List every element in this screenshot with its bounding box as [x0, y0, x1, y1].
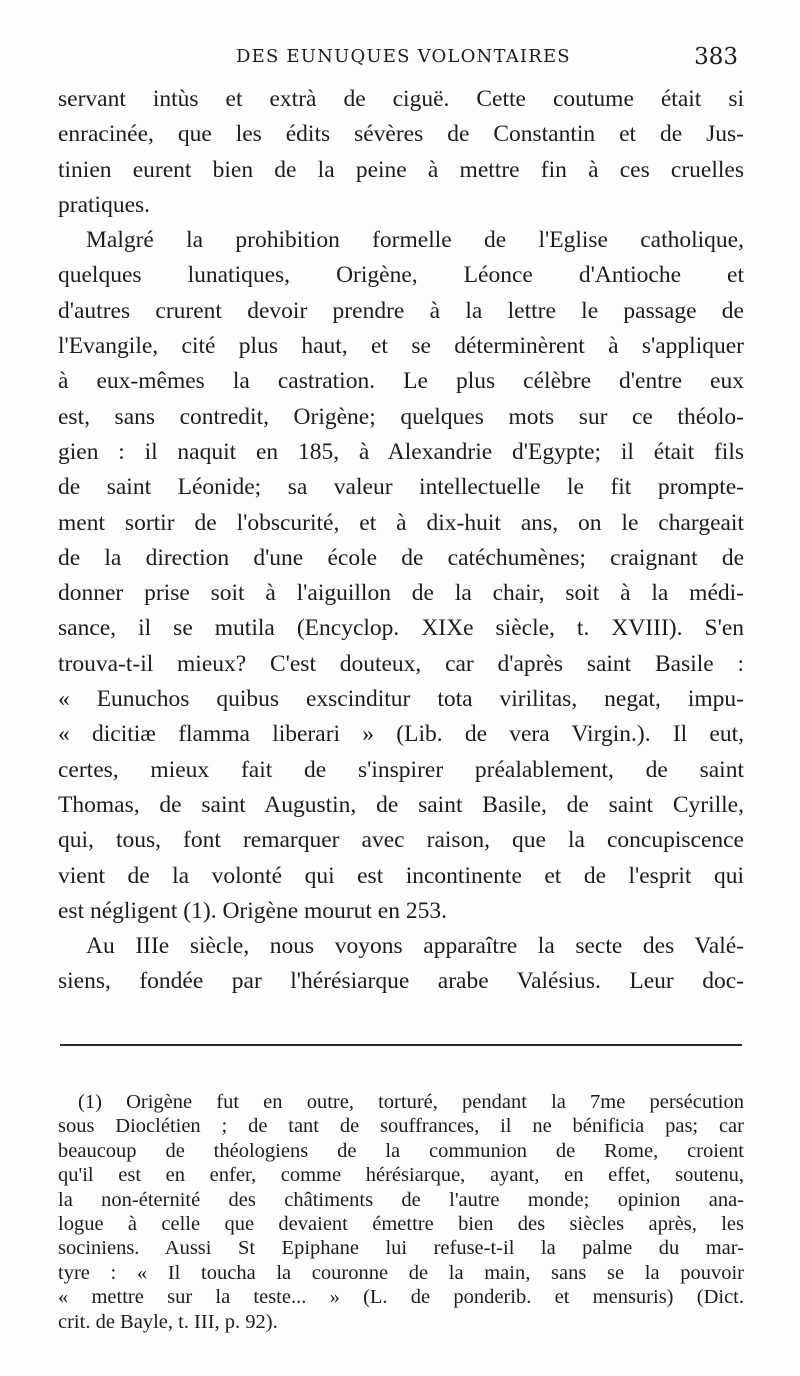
text-line: de la direction d'une école de catéchumènes; craignant de: [58, 544, 744, 571]
text-line: siens, fondée par l'hérésiarque arabe Valésius. Leur doc-: [58, 968, 744, 995]
footnote-line: (1) Origène fut en outre, torturé, pendant la 7me persécution: [78, 1091, 744, 1113]
footnote-line: logue à celle que devaient émettre bien des siècles après, les: [58, 1212, 744, 1235]
text-line: l'Evangile, cité plus haut, et se déterminèrent à s'appliquer: [58, 333, 744, 360]
footnote-line: « mettre sur la teste... » (L. de ponderib. et mensuris) (Dict.: [58, 1286, 744, 1309]
footnote-line: la non-éternité des châtiments de l'autre monde; opinion ana-: [58, 1188, 744, 1211]
text-line: donner prise soit à l'aiguillon de la chair, soit à la médi-: [58, 580, 744, 607]
footnote-line: tyre : « Il toucha la couronne de la main, sans se la pouvoir: [58, 1261, 744, 1284]
text-line: quelques lunatiques, Origène, Léonce d'Antioche et: [58, 262, 744, 289]
text-line: qui, tous, font remarquer avec raison, que la concupiscence: [58, 827, 744, 854]
text-line: sance, il se mutila (Encyclop. XIXe siècle, t. XVIII). S'en: [58, 615, 744, 642]
body-text: [58, 82, 744, 1000]
footnote-line: qu'il est en enfer, comme hérésiarque, ayant, en effet, soutenu,: [58, 1164, 744, 1187]
text-line: Au IIIe siècle, nous voyons apparaître la secte des Valé-: [86, 933, 744, 960]
text-line: certes, mieux fait de s'inspirer préalablement, de saint: [58, 756, 744, 783]
text-line: enracinée, que les édits sévères de Constantin et de Jus-: [58, 121, 744, 148]
text-line: « dicitiæ flamma liberari » (Lib. de vera Virgin.). Il eut,: [58, 721, 744, 748]
page-number: 383: [694, 44, 738, 70]
text-line: « Eunuchos quibus exscinditur tota virilitas, negat, impu-: [58, 686, 744, 713]
page-header: [60, 44, 740, 74]
footnote-rule: [60, 1044, 742, 1046]
footnote-line: beaucoup de théologiens de la communion de Rome, croient: [58, 1139, 744, 1162]
text-line: vient de la volonté qui est incontinente et de l'esprit qui: [58, 862, 744, 889]
footnote: [58, 1090, 744, 1334]
text-line: pratiques.: [58, 191, 151, 218]
footnote-line: crit. de Bayle, t. III, p. 92).: [58, 1310, 278, 1333]
text-line: d'autres crurent devoir prendre à la lettre le passage de: [58, 297, 744, 324]
text-line: Malgré la prohibition formelle de l'Eglise catholique,: [86, 227, 744, 254]
text-line: trouva-t-il mieux? C'est douteux, car d'après saint Basile :: [58, 650, 744, 677]
footnote-line: sous Dioclétien ; de tant de souffrances, il ne bénificia pas; car: [58, 1115, 744, 1138]
text-line: est, sans contredit, Origène; quelques mots sur ce théolo-: [58, 403, 744, 430]
text-line: de saint Léonide; sa valeur intellectuelle le fit prompte-: [58, 474, 744, 501]
footnote-line: sociniens. Aussi St Epiphane lui refuse-t-il la palme du mar-: [58, 1237, 744, 1260]
text-line: Thomas, de saint Augustin, de saint Basile, de saint Cyrille,: [58, 791, 744, 818]
text-line: gien : il naquit en 185, à Alexandrie d'Egypte; il était fils: [58, 438, 744, 465]
text-line: est négligent (1). Origène mourut en 253.: [58, 897, 447, 924]
running-head: DES EUNUQUES VOLONTAIRES: [236, 46, 571, 67]
text-line: ment sortir de l'obscurité, et à dix-huit ans, on le chargeait: [58, 509, 744, 536]
text-line: à eux-mêmes la castration. Le plus célèbre d'entre eux: [58, 368, 744, 395]
text-line: tinien eurent bien de la peine à mettre fin à ces cruelles: [58, 156, 744, 183]
text-line: servant intùs et extrà de ciguë. Cette coutume était si: [58, 86, 744, 112]
